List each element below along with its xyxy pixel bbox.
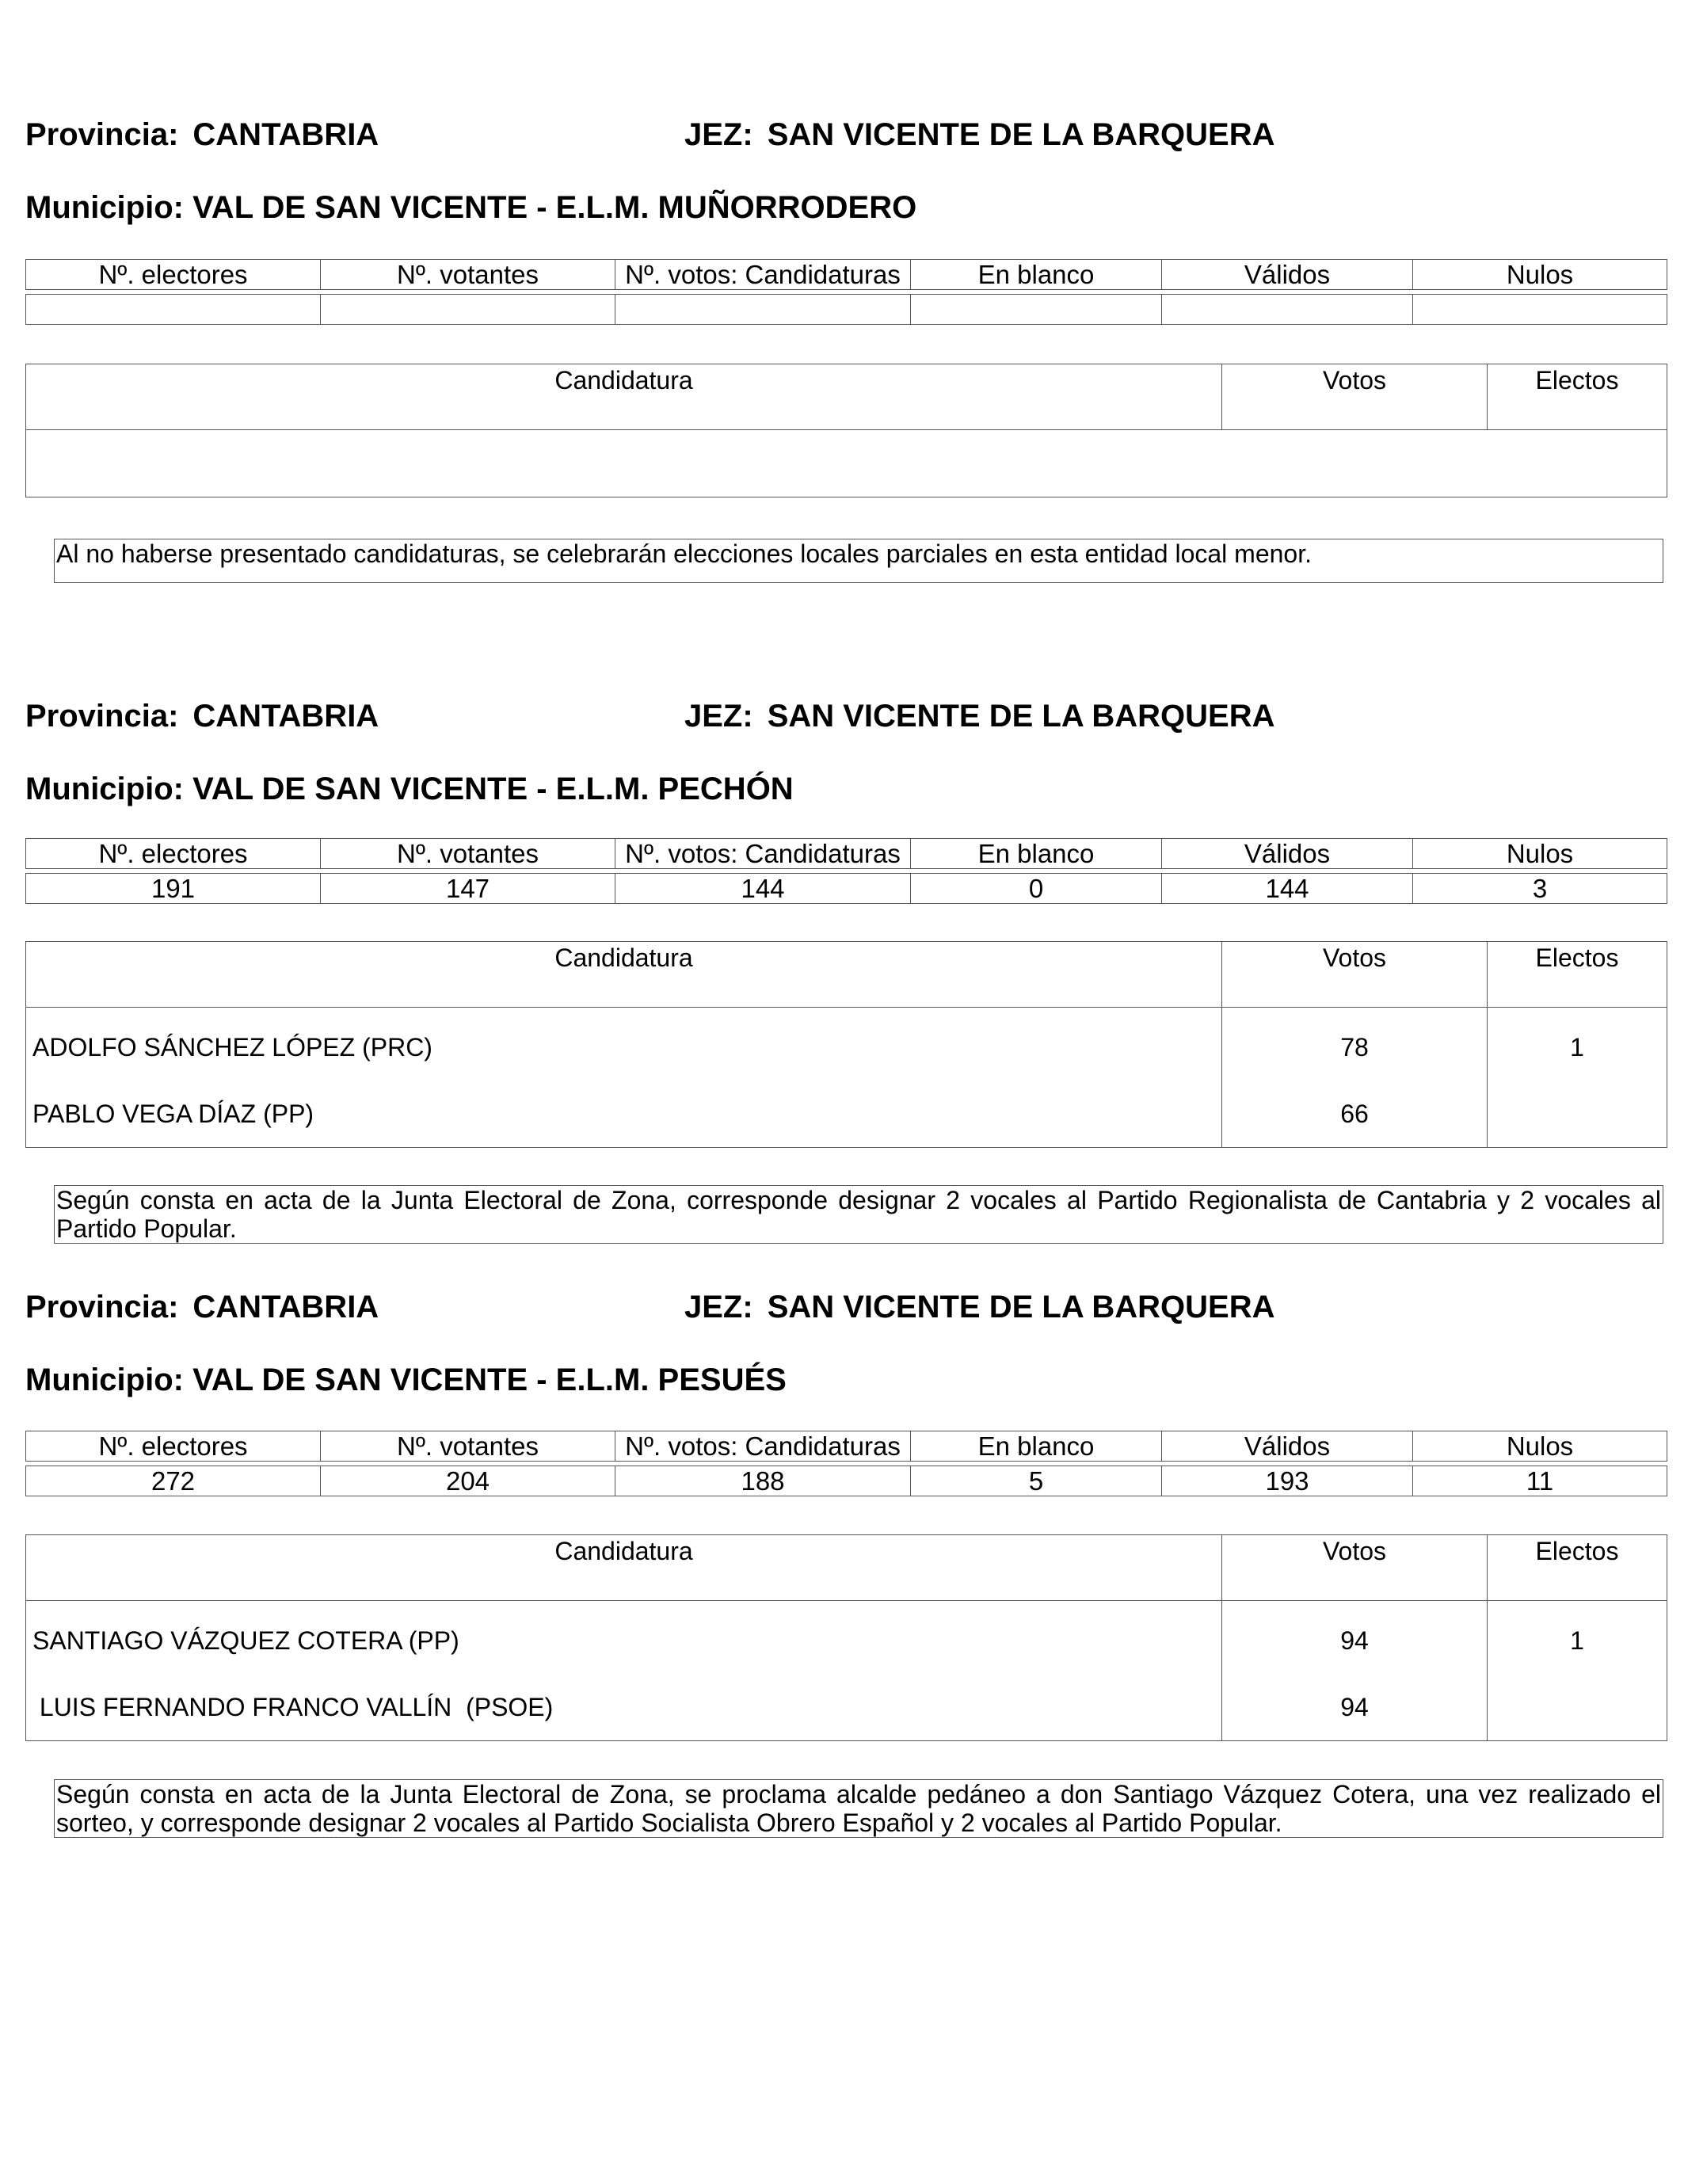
candidates-table bbox=[25, 364, 1667, 497]
note-box: Al no haberse presentado candidaturas, se celebrarán elecciones locales parciales en esta entidad local menor. bbox=[54, 539, 1663, 583]
stat-value bbox=[321, 295, 615, 325]
stat-header: Nº. votantes bbox=[321, 839, 615, 869]
stat-value bbox=[615, 295, 911, 325]
stat-header: Nº. electores bbox=[26, 1431, 321, 1462]
stat-value: 144 bbox=[1162, 874, 1413, 904]
stats-value-row bbox=[26, 295, 1667, 325]
jez-label: JEZ: bbox=[684, 117, 753, 152]
stats-header-row bbox=[26, 260, 1667, 290]
municipio-label: Municipio: bbox=[25, 772, 184, 806]
stat-value: 3 bbox=[1413, 874, 1667, 904]
jez-value: SAN VICENTE DE LA BARQUERA bbox=[767, 1290, 1275, 1325]
jez-heading bbox=[684, 697, 1274, 735]
stat-header: Nº. votantes bbox=[321, 1431, 615, 1462]
provincia-heading bbox=[25, 1288, 379, 1326]
candidate-votes: 78 bbox=[1222, 1008, 1488, 1081]
stat-header: Nº. electores bbox=[26, 260, 321, 290]
municipio-heading bbox=[25, 770, 794, 808]
stat-value: 188 bbox=[615, 1466, 911, 1496]
note-box: Según consta en acta de la Junta Electoral de Zona, corresponde designar 2 vocales al Partido Regionalista de Cantabria y 2 vocales al Partido Popular. bbox=[54, 1185, 1663, 1244]
stat-header: Válidos bbox=[1162, 260, 1413, 290]
stat-value: 5 bbox=[911, 1466, 1162, 1496]
candidate-elected bbox=[1488, 1674, 1667, 1741]
stat-header: Nulos bbox=[1413, 260, 1667, 290]
stats-header-row bbox=[26, 1431, 1667, 1462]
header-electos: Electos bbox=[1488, 1535, 1667, 1601]
stat-value: 0 bbox=[911, 874, 1162, 904]
candidates-header-row bbox=[26, 1535, 1667, 1601]
candidate-name: SANTIAGO VÁZQUEZ COTERA (PP) bbox=[26, 1601, 1222, 1675]
stat-header: En blanco bbox=[911, 839, 1162, 869]
stat-header: Nº. electores bbox=[26, 839, 321, 869]
stat-value bbox=[911, 295, 1162, 325]
candidate-name: PABLO VEGA DÍAZ (PP) bbox=[26, 1081, 1222, 1148]
stat-header: Nº. votos: Candidaturas bbox=[615, 260, 911, 290]
stats-table bbox=[25, 259, 1667, 325]
municipio-heading bbox=[25, 1361, 787, 1399]
jez-label: JEZ: bbox=[684, 1290, 753, 1325]
jez-value: SAN VICENTE DE LA BARQUERA bbox=[767, 117, 1275, 152]
candidates-header-row bbox=[26, 942, 1667, 1008]
stat-value bbox=[1162, 295, 1413, 325]
stat-value bbox=[1413, 295, 1667, 325]
provincia-label: Provincia: bbox=[25, 699, 179, 734]
provincia-heading bbox=[25, 697, 379, 735]
stat-value: 144 bbox=[615, 874, 911, 904]
candidate-votes: 66 bbox=[1222, 1081, 1488, 1148]
provincia-heading bbox=[25, 116, 379, 154]
municipio-value: VAL DE SAN VICENTE - E.L.M. PESUÉS bbox=[192, 1363, 787, 1397]
jez-label: JEZ: bbox=[684, 699, 753, 734]
table-row bbox=[26, 1081, 1667, 1148]
stat-value: 11 bbox=[1413, 1466, 1667, 1496]
municipio-label: Municipio: bbox=[25, 190, 184, 225]
candidate-name: ADOLFO SÁNCHEZ LÓPEZ (PRC) bbox=[26, 1008, 1222, 1081]
stat-value: 204 bbox=[321, 1466, 615, 1496]
header-electos: Electos bbox=[1488, 942, 1667, 1008]
stats-value-row bbox=[26, 874, 1667, 904]
candidate-votes: 94 bbox=[1222, 1674, 1488, 1741]
provincia-label: Provincia: bbox=[25, 1290, 179, 1325]
candidate-name: LUIS FERNANDO FRANCO VALLÍN (PSOE) bbox=[26, 1674, 1222, 1741]
candidates-empty-row bbox=[26, 430, 1667, 497]
candidate-elected: 1 bbox=[1488, 1601, 1667, 1675]
header-candidatura: Candidatura bbox=[26, 942, 1222, 1008]
stat-header: Nº. votos: Candidaturas bbox=[615, 839, 911, 869]
municipio-value: VAL DE SAN VICENTE - E.L.M. PECHÓN bbox=[192, 772, 794, 806]
provincia-label: Provincia: bbox=[25, 117, 179, 152]
stat-value: 147 bbox=[321, 874, 615, 904]
header-candidatura: Candidatura bbox=[26, 364, 1222, 430]
provincia-value: CANTABRIA bbox=[192, 699, 379, 734]
note-box: Según consta en acta de la Junta Electoral de Zona, se proclama alcalde pedáneo a don Santiago Vázquez Cotera, una vez realizado el sorteo, y corresponde designar 2 vocales al Partido Socialista Obrero Español y 2 vocales al Partido Popular. bbox=[54, 1779, 1663, 1838]
municipio-heading bbox=[25, 189, 916, 227]
candidate-votes: 94 bbox=[1222, 1601, 1488, 1675]
jez-heading bbox=[684, 116, 1274, 154]
candidate-elected: 1 bbox=[1488, 1008, 1667, 1081]
jez-heading bbox=[684, 1288, 1274, 1326]
stat-header: En blanco bbox=[911, 1431, 1162, 1462]
municipio-label: Municipio: bbox=[25, 1363, 184, 1397]
stat-header: Válidos bbox=[1162, 839, 1413, 869]
header-votos: Votos bbox=[1222, 364, 1488, 430]
table-row bbox=[26, 1674, 1667, 1741]
table-row bbox=[26, 1008, 1667, 1081]
jez-value: SAN VICENTE DE LA BARQUERA bbox=[767, 699, 1275, 734]
municipio-value: VAL DE SAN VICENTE - E.L.M. MUÑORRODERO bbox=[192, 190, 917, 225]
stats-table bbox=[25, 838, 1667, 904]
header-candidatura: Candidatura bbox=[26, 1535, 1222, 1601]
stat-value: 191 bbox=[26, 874, 321, 904]
candidates-header-row bbox=[26, 364, 1667, 430]
stats-table bbox=[25, 1431, 1667, 1496]
header-votos: Votos bbox=[1222, 1535, 1488, 1601]
candidate-elected bbox=[1488, 1081, 1667, 1148]
header-electos: Electos bbox=[1488, 364, 1667, 430]
stat-header: Nº. votantes bbox=[321, 260, 615, 290]
table-row bbox=[26, 1601, 1667, 1675]
provincia-value: CANTABRIA bbox=[192, 1290, 379, 1325]
provincia-value: CANTABRIA bbox=[192, 117, 379, 152]
candidates-table bbox=[25, 941, 1667, 1148]
stat-header: Válidos bbox=[1162, 1431, 1413, 1462]
stat-header: Nº. votos: Candidaturas bbox=[615, 1431, 911, 1462]
stat-value: 193 bbox=[1162, 1466, 1413, 1496]
stat-value: 272 bbox=[26, 1466, 321, 1496]
header-votos: Votos bbox=[1222, 942, 1488, 1008]
stat-header: En blanco bbox=[911, 260, 1162, 290]
candidates-table bbox=[25, 1534, 1667, 1741]
stats-value-row bbox=[26, 1466, 1667, 1496]
stat-value bbox=[26, 295, 321, 325]
stat-header: Nulos bbox=[1413, 1431, 1667, 1462]
stats-header-row bbox=[26, 839, 1667, 869]
stat-header: Nulos bbox=[1413, 839, 1667, 869]
